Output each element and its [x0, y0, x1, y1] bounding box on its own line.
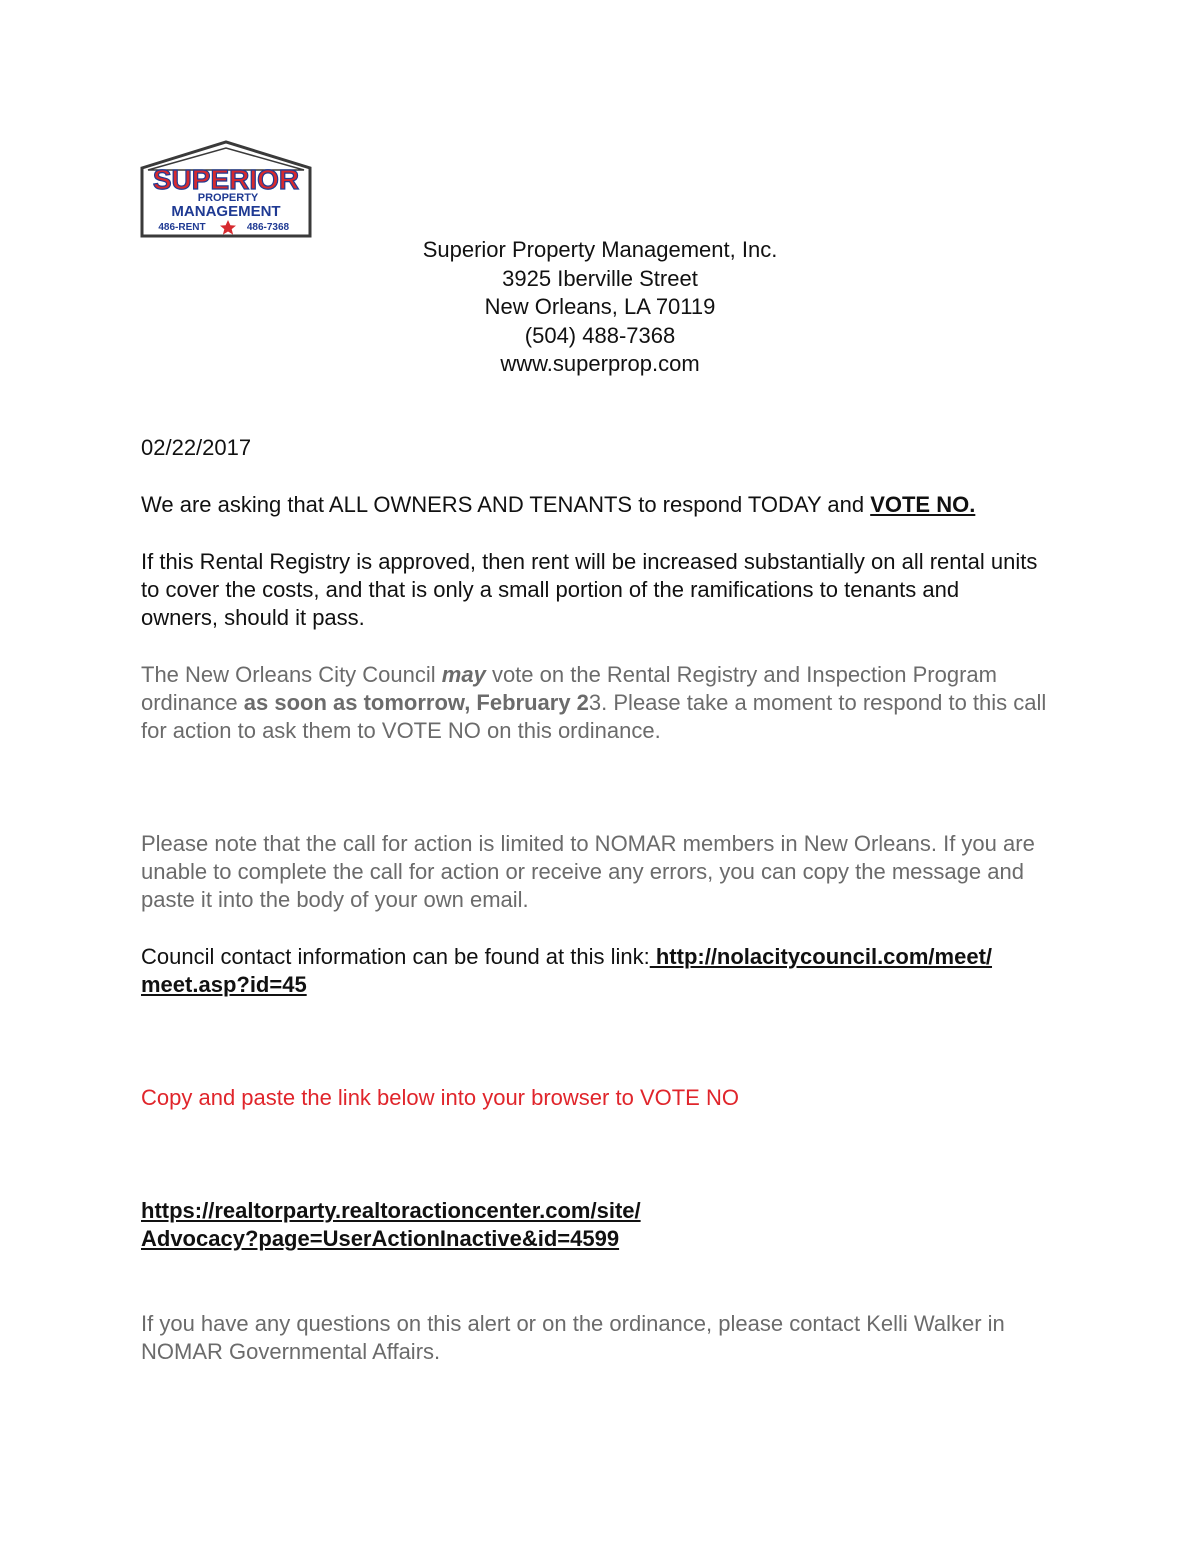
- logo-word-superior: SUPERIOR: [152, 164, 300, 195]
- questions-contact-paragraph: If you have any questions on this alert or on the ordinance, please contact Kelli Walker in NOMAR Governmental Affairs.: [141, 1311, 1005, 1365]
- vote-no-link[interactable]: [141, 1197, 1071, 1253]
- logo-word-management: MANAGEMENT: [171, 203, 281, 220]
- logo-word-property: PROPERTY: [197, 192, 259, 204]
- owners-tenants-request: [141, 491, 1071, 519]
- company-name: Superior Property Management, Inc.: [422, 237, 778, 262]
- vote-link-line2[interactable]: Advocacy?page=UserActionInactive&id=4599: [141, 1226, 620, 1252]
- council-contact-paragraph: [141, 943, 1071, 999]
- nomar-note-paragraph: Please note that the call for action is limited to NOMAR members in New Orleans. If you are unable to complete the call for action or receive any errors, you can copy the message and paste it into the body of your own email.: [141, 831, 1035, 913]
- council-text-c: 3. Please take a moment to respond to this call for action to ask them to VOTE NO on this ordinance.: [141, 690, 1047, 744]
- council-text-a: The New Orleans City Council: [141, 662, 442, 687]
- rent-increase-paragraph: If this Rental Registry is approved, then rent will be increased substantially on all rental units to cover the costs, and that is only a small portion of the ramifications to tenants and owners, should it pass.: [141, 549, 1038, 631]
- company-phone: (504) 488-7368: [524, 322, 676, 348]
- company-street: 3925 Iberville Street: [502, 265, 698, 291]
- vote-link-line1[interactable]: https://realtorparty.realtoractioncenter.com/site/: [141, 1198, 641, 1223]
- superior-property-management-logo: [140, 140, 312, 240]
- request-text: We are asking that ALL OWNERS AND TENANTS to respond TODAY and: [141, 492, 871, 517]
- council-link-line1[interactable]: http://nolacitycouncil.com/meet/: [649, 944, 993, 969]
- council-contact-text: Council contact information can be found at this link:: [141, 944, 650, 969]
- may-emphasis: may: [441, 662, 486, 687]
- tomorrow-emphasis: as soon as tomorrow, February 2: [243, 690, 589, 716]
- council-link-line2[interactable]: meet.asp?id=45: [141, 972, 307, 998]
- company-website[interactable]: www.superprop.com: [500, 351, 700, 376]
- vote-no-emphasis: VOTE NO.: [870, 492, 976, 517]
- logo-phone-right: 486-7368: [246, 222, 290, 233]
- copy-paste-instruction: Copy and paste the link below into your browser to VOTE NO: [141, 1085, 739, 1110]
- logo-phone-left: 486-RENT: [158, 222, 206, 233]
- letter-date: 02/22/2017: [141, 435, 252, 460]
- company-city: New Orleans, LA 70119: [484, 294, 716, 319]
- company-address-block: [0, 236, 1200, 379]
- council-text-b: vote on the Rental Registry and Inspection Program ordinance: [141, 662, 997, 716]
- council-vote-paragraph: [141, 661, 1071, 746]
